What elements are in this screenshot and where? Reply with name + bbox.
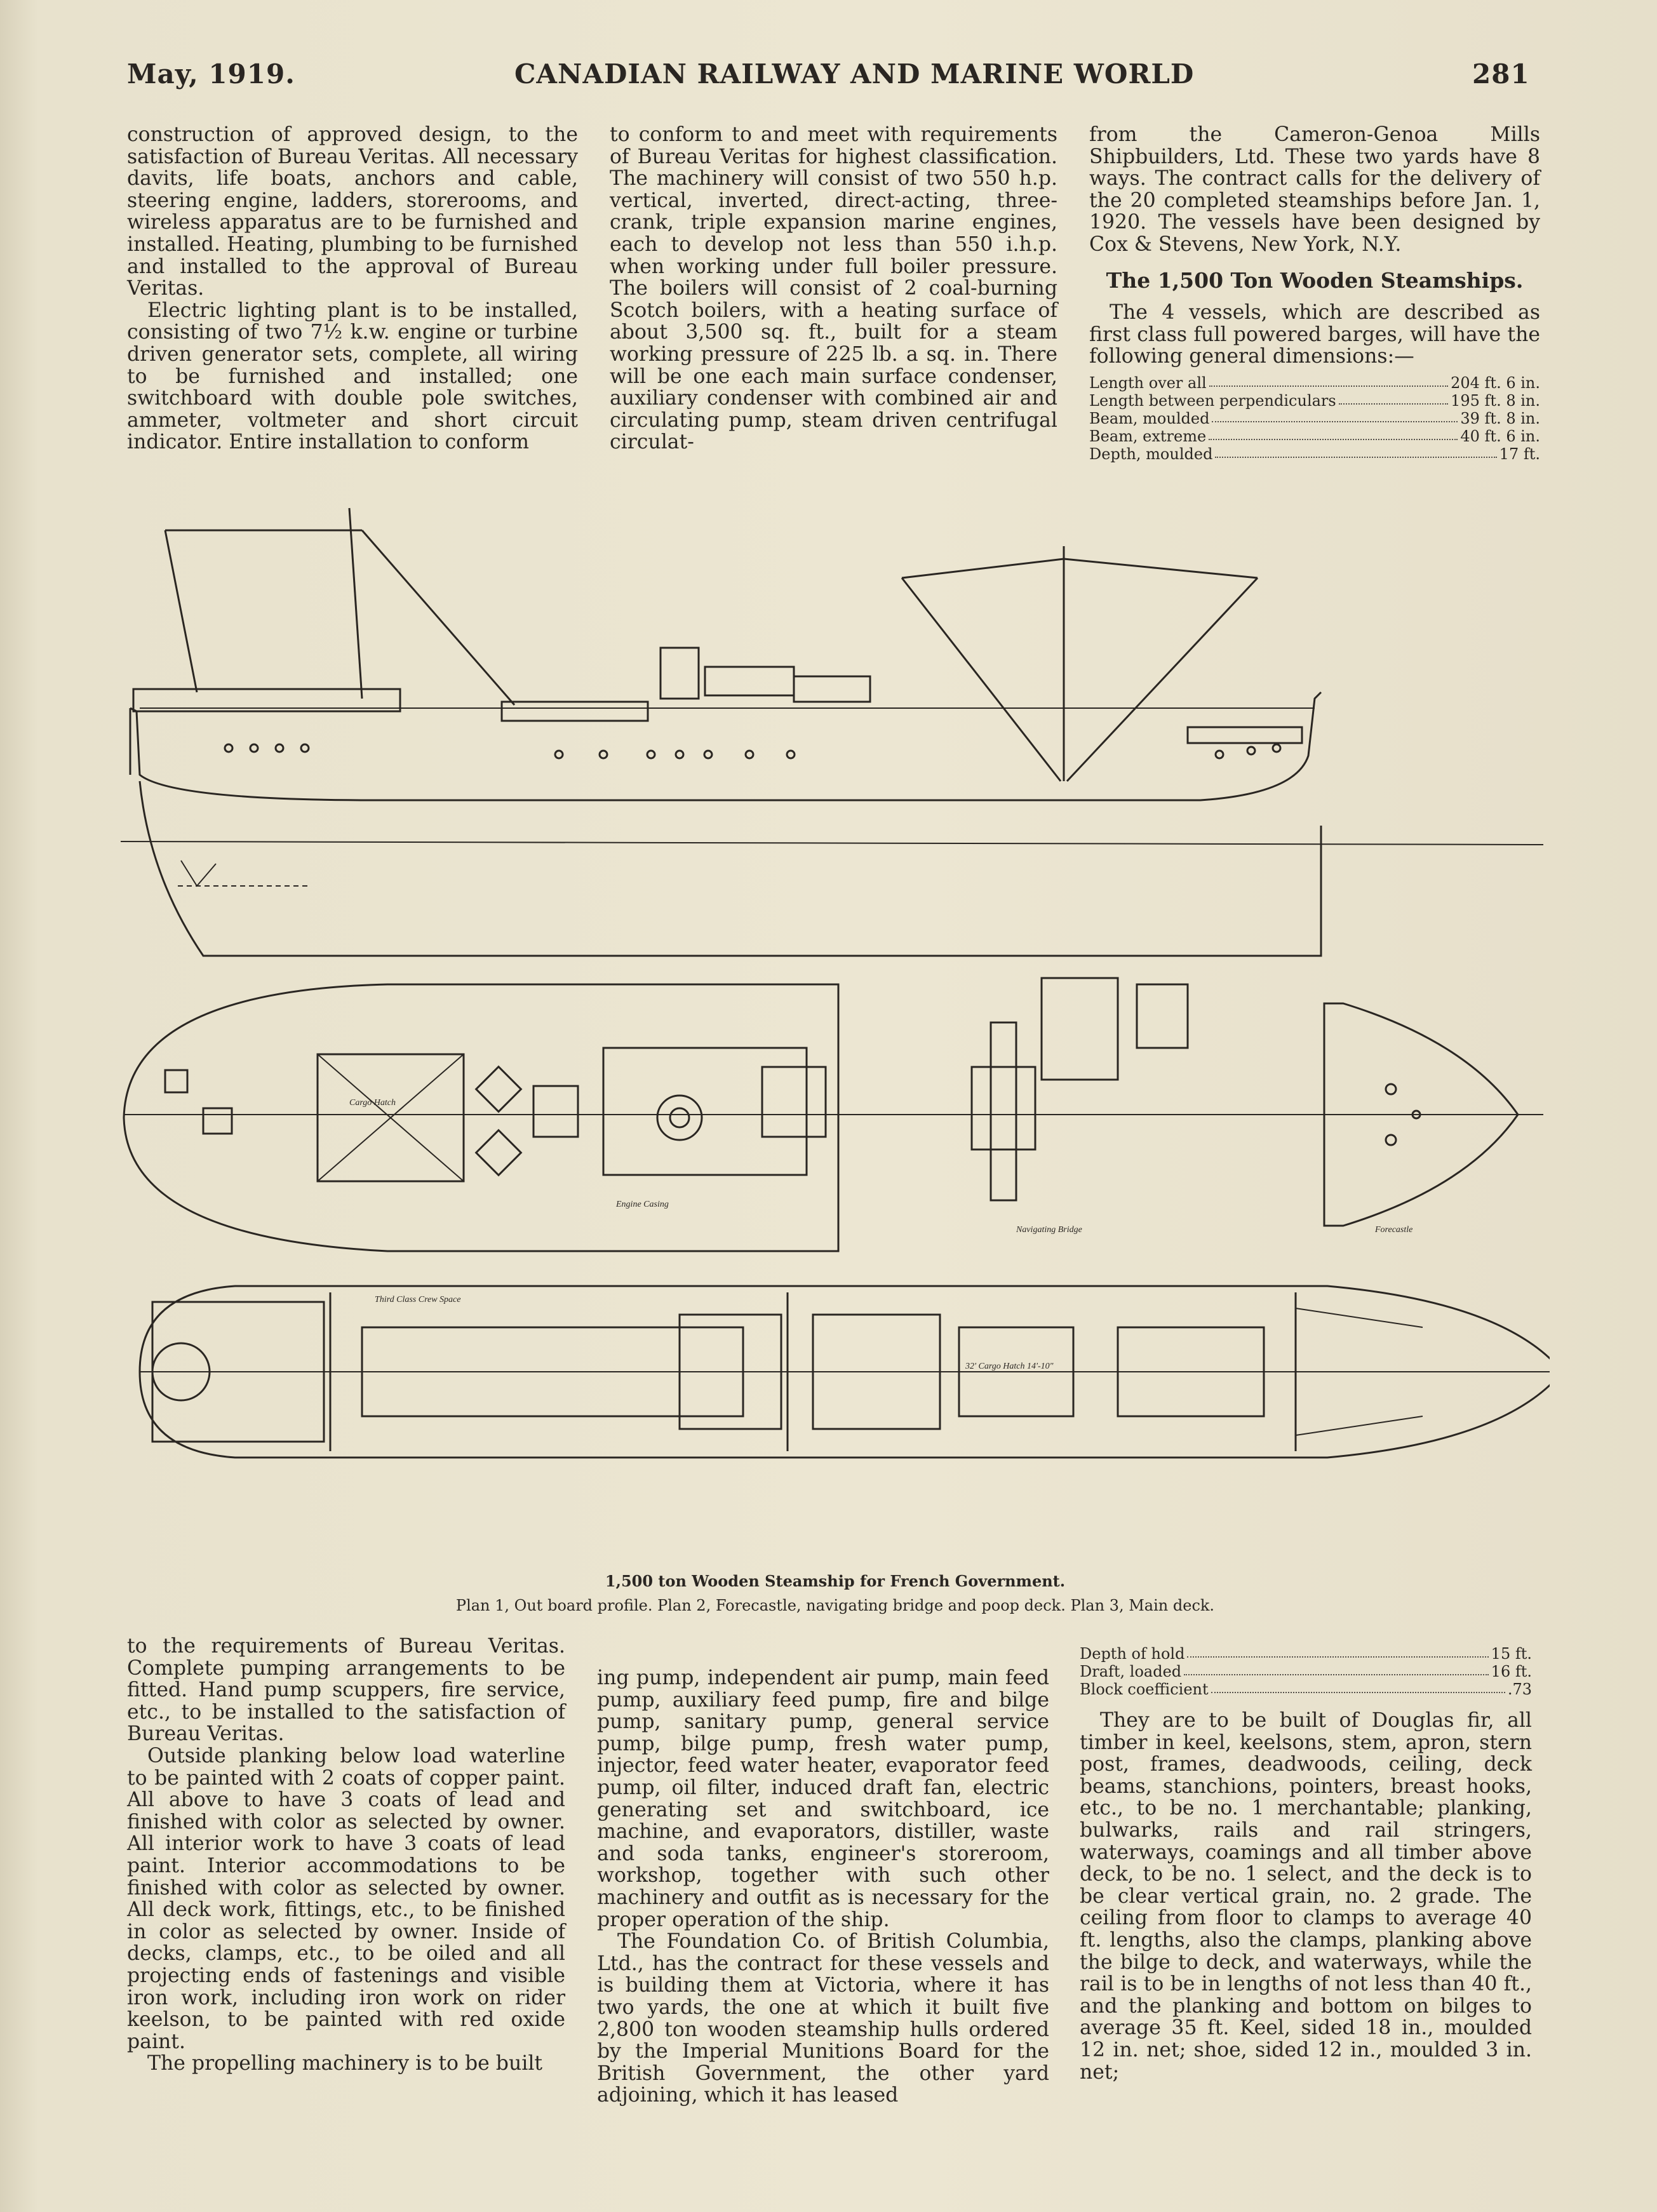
paragraph: from the Cameron-Genoa Mills Shipbuilders, Ltd. These two yards have 8 ways. The contract calls for the delivery of the 20 completed steamships before Jan. 1, 1920. The vessels have been designed by Cox & Stevens, New York, N.Y. [1089,123,1540,256]
crew-space-label: Third Class Crew Space [375,1295,461,1304]
dimension-row: Length between perpendiculars 195 ft. 8 in. [1089,391,1540,410]
dimension-row: Depth, moulded 17 ft. [1089,445,1540,463]
poop-deck-plan [124,984,1543,1251]
paragraph: to the requirements of Bureau Veritas. Complete pumping arrangements to be fitted. Hand pump scuppers, fire service, etc., to be installed to the satisfaction of Bureau Veritas. [127,1635,565,1746]
bottom-column-2 [597,1667,1049,2107]
dimension-row: Length over all 204 ft. 6 in. [1089,373,1540,392]
header-page-number: 281 [1472,58,1530,90]
paragraph: to conform to and meet with requirements of Bureau Veritas for highest classification. The machinery will consist of two 550 h.p. vertical, inverted, direct-acting, three-crank, triple expansion marine engines, each to develop not less than 550 i.h.p. when working under full boiler pressure. The boilers will consist of 2 coal-burning Scotch boilers, with a heating surface of about 3,500 sq. ft., built for a steam working pressure of 225 lb. a sq. in. There will be one each main surface condenser, auxiliary condenser with combined air and circulating pump, steam driven centrifugal circulat- [610,123,1057,454]
navigating-bridge-plan [972,978,1188,1200]
paragraph: construction of approved design, to the satisfaction of Bureau Veritas. All necessary davits, life boats, anchors and cable, steering engine, ladders, storerooms, and wireless apparatus are to be furnished and installed. Heating, plumbing to be furnished and installed to the approval of Bureau Veritas. [127,123,578,300]
header-date: May, 1919. [127,58,295,90]
bottom-column-3 [1080,1645,1532,2083]
figure-caption-title: 1,500 ton Wooden Steamship for French Government. [605,1572,1066,1590]
dimension-row: Depth of hold 15 ft. [1080,1645,1532,1663]
dimensions-table [1089,374,1540,463]
dimension-row: Beam, extreme 40 ft. 6 in. [1089,427,1540,445]
section-heading: The 1,500 Ton Wooden Steamships. [1106,267,1524,293]
navigating-bridge-label: Navigating Bridge [1016,1225,1082,1235]
cargo-hatch-label: Cargo Hatch [349,1098,396,1108]
dimension-row: Draft, loaded 16 ft. [1080,1663,1532,1680]
paragraph: Electric lighting plant is to be installed, consisting of two 7½ k.w. engine or turbine driven generator sets, complete, all wiring to be furnished and installed; one switchboard with double pole switches, ammeter, voltmeter and short circuit indicator. Entire installation to conform [127,298,578,454]
paragraph: Outside planking below load waterline to be painted with 2 coats of copper paint. All above to have 3 coats of lead and finished with color as selected by owner. All interior work to have 3 coats of lead paint. Interior accommodations to be finished with color as selected by owner. All deck work, fittings, etc., to be finished in color as selected by owner. Inside of decks, clamps, etc., to be oiled and all projecting ends of fastenings and visible iron work, including iron work on rider keelson, to be painted with red oxide paint. [127,1744,565,2053]
engine-casing-label: Engine Casing [616,1200,669,1209]
top-column-3 [1089,124,1540,467]
bottom-column-1 [127,1635,565,2075]
figure-caption-subtitle: Plan 1, Out board profile. Plan 2, Forecastle, navigating bridge and poop deck. Plan 3, Main deck. [455,1597,1215,1614]
paragraph: They are to be built of Douglas fir, all timber in keel, keelsons, stem, apron, stern post, frames, deadwoods, ceiling, deck beams, stanchions, pointers, breast hooks, etc., to be no. 1 merchantable; planking, bulwarks, rails and rail stringers, waterways, coamings and all timber above deck, to be no. 1 select, and the deck is to be clear vertical grain, no. 2 grade. The ceiling from floor to clamps to average 40 ft. lengths, also the clamps, planking above the bilge to deck, and waterways, while the rail is to be in lengths of not less than 40 ft., and the planking and bottom on bilges to average 35 ft. Keel, sided 18 in., moulded 12 in. net; shoe, sided 12 in., moulded 3 in. net; [1080,1709,1532,2084]
forecastle-label: Forecastle [1375,1225,1413,1235]
header-title: CANADIAN RAILWAY AND MARINE WORLD [514,58,1195,90]
main-cargo-hatch-label: 32' Cargo Hatch 14'-10" [965,1362,1054,1371]
paragraph: ing pump, independent air pump, main feed pump, auxiliary feed pump, fire and bilge pump, sanitary pump, general service pump, bilge pump, fresh water pump, injector, feed water heater, evaporator feed pump, oil filter, induced draft fan, electric generating set and switchboard, ice machine, and evaporators, distiller, waste and soda tanks, engineer's storeroom, workshop, together with such other machinery and outfit as is necessary for the proper operation of the ship. [597,1666,1049,1931]
top-column-2 [610,124,1057,453]
paragraph: The Foundation Co. of British Columbia, Ltd., has the contract for these vessels and is building them at Victoria, where it has two yards, the one at which it built five 2,800 ton wooden steamship hulls ordered by the Imperial Munitions Board for the British Government, the other yard adjoining, which it has leased [597,1930,1049,2107]
dimension-row: Block coefficient .73 [1080,1680,1532,1698]
dimension-row: Beam, moulded 39 ft. 8 in. [1089,409,1540,427]
ship-plans-drawing [121,483,1550,1562]
paragraph: The propelling machinery is to be built [147,2052,543,2075]
dimensions-table-continued [1080,1645,1532,1698]
outboard-profile-plan [121,508,1543,956]
top-column-1 [127,124,578,453]
paragraph: The 4 vessels, which are described as first class full powered barges, will have the following general dimensions:— [1089,301,1540,368]
main-deck-plan [140,1286,1550,1458]
